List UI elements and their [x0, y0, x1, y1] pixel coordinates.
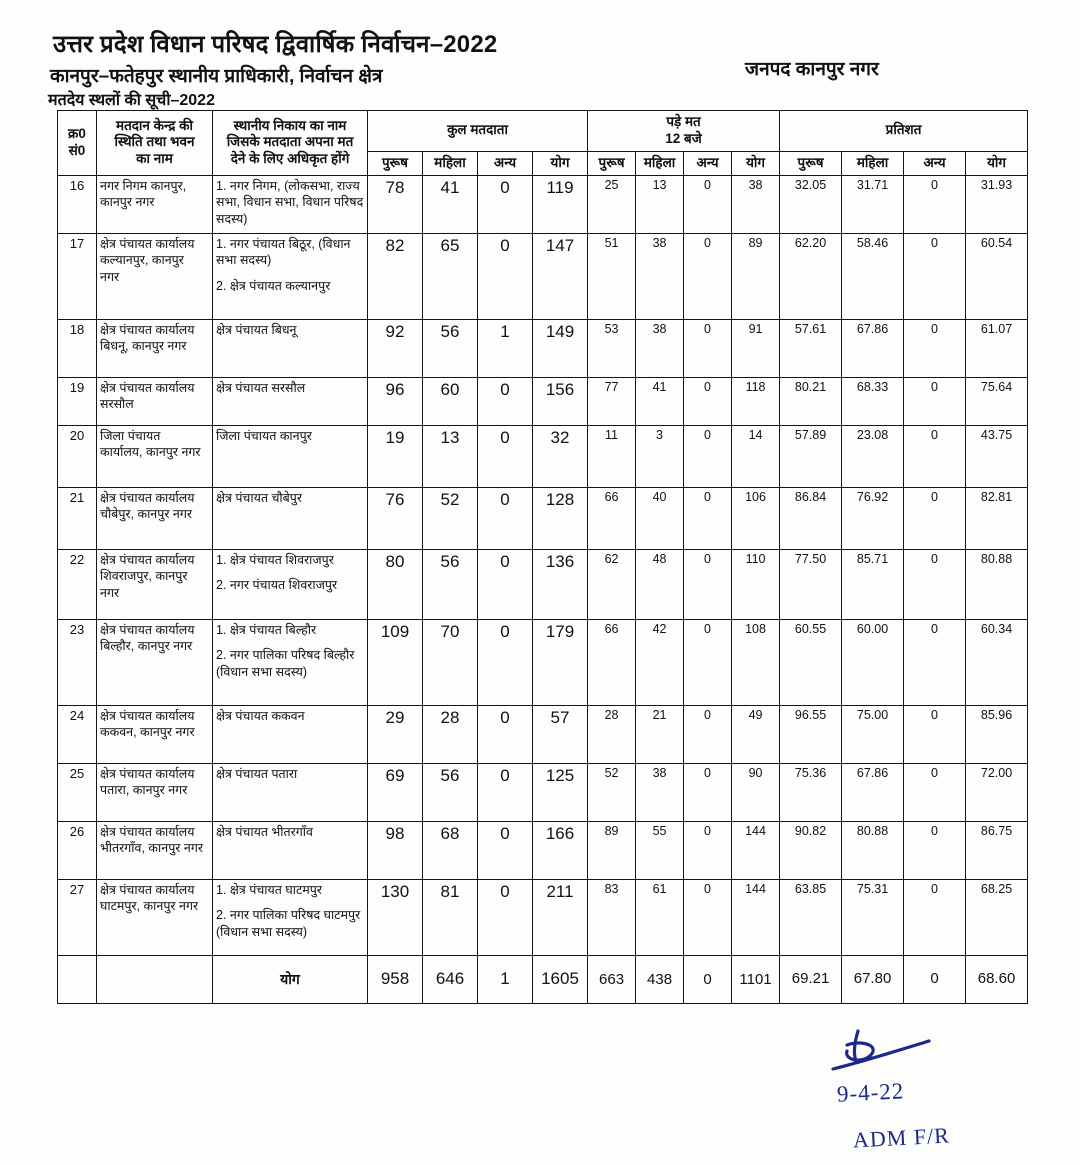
cell-total-other: 0 — [478, 175, 533, 233]
cell-total-female: 52 — [423, 487, 478, 549]
text-line: भीतरगाँव, कानपुर नगर — [100, 841, 203, 856]
cell-place — [97, 319, 213, 377]
cell-pct-male: 57.89 — [780, 425, 842, 487]
cell-cast-sum: 49 — [732, 705, 780, 763]
cell-cast-sum: 90 — [732, 763, 780, 821]
text-line: 1. क्षेत्र पंचायत घाटमपुर — [216, 882, 322, 897]
col-header-place-line2: स्थिति तथा भवन — [114, 134, 195, 150]
cell-local-body — [213, 619, 368, 705]
cell-cast-male: 25 — [588, 175, 636, 233]
text-gap — [216, 568, 364, 577]
cell-pct-sum: 75.64 — [966, 377, 1028, 425]
text-line: चौबेपुर, कानपुर नगर — [100, 507, 193, 522]
cell-sno: 25 — [58, 763, 97, 821]
text-line: क्षेत्र पंचायत कार्यालय — [100, 882, 195, 897]
col-header-sno — [58, 111, 97, 176]
cell-cast-other: 0 — [684, 705, 732, 763]
cell-cast-female: 38 — [636, 763, 684, 821]
text-line: 1. क्षेत्र पंचायत शिवराजपुर — [216, 552, 334, 567]
col-header-cast-line1: पड़े मत — [666, 114, 701, 129]
cell-grandtotal-cast-sum: 1101 — [732, 955, 780, 1003]
polling-station-table — [57, 110, 1028, 1004]
text-line: कल्यानपुर, कानपुर — [100, 253, 184, 268]
cell-total-sum: 149 — [533, 319, 588, 377]
cell-pct-sum: 82.81 — [966, 487, 1028, 549]
cell-pct-sum: 60.34 — [966, 619, 1028, 705]
col-header-total-female: महिला — [423, 151, 478, 175]
text-line: क्षेत्र पंचायत कार्यालय — [100, 552, 195, 567]
cell-cast-other: 0 — [684, 821, 732, 879]
cell-place — [97, 377, 213, 425]
table-body — [58, 175, 1028, 1003]
cell-total-male: 19 — [368, 425, 423, 487]
cell-total-sum: 119 — [533, 175, 588, 233]
cell-cast-sum: 144 — [732, 879, 780, 955]
cell-sno: 19 — [58, 377, 97, 425]
cell-place — [97, 619, 213, 705]
text-line: कानपुर नगर — [100, 195, 155, 210]
cell-cast-other: 0 — [684, 619, 732, 705]
text-line: क्षेत्र पंचायत कार्यालय — [100, 490, 195, 505]
cell-sno: 16 — [58, 175, 97, 233]
cell-cast-other: 0 — [684, 763, 732, 821]
cell-pct-female: 85.71 — [842, 549, 904, 619]
text-line: 2. क्षेत्र पंचायत कल्यानपुर — [216, 278, 331, 293]
col-header-body-line3: देने के लिए अधिकृत होंगे — [230, 151, 350, 167]
col-header-total-other: अन्य — [478, 151, 533, 175]
table-row — [58, 821, 1028, 879]
cell-cast-other: 0 — [684, 879, 732, 955]
cell-pct-male: 90.82 — [780, 821, 842, 879]
cell-cast-other: 0 — [684, 425, 732, 487]
text-gap — [216, 269, 364, 278]
cell-total-sno — [58, 955, 97, 1003]
text-line: क्षेत्र पंचायत पतारा — [216, 766, 298, 781]
col-header-place — [97, 111, 213, 176]
text-line: क्षेत्र पंचायत कार्यालय — [100, 766, 195, 781]
cell-pct-other: 0 — [904, 619, 966, 705]
cell-total-female: 28 — [423, 705, 478, 763]
col-header-pct-other: अन्य — [904, 151, 966, 175]
cell-place — [97, 233, 213, 319]
cell-pct-other: 0 — [904, 425, 966, 487]
col-header-place-line3: का नाम — [136, 151, 173, 167]
cell-local-body — [213, 233, 368, 319]
cell-total-female: 56 — [423, 549, 478, 619]
cell-sno: 20 — [58, 425, 97, 487]
cell-total-sum: 166 — [533, 821, 588, 879]
text-line: क्षेत्र पंचायत कार्यालय — [100, 824, 195, 839]
col-header-place-line1: मतदान केन्द्र की — [116, 117, 193, 133]
cell-pct-female: 60.00 — [842, 619, 904, 705]
cell-pct-female: 75.00 — [842, 705, 904, 763]
cell-total-female: 13 — [423, 425, 478, 487]
table-row — [58, 549, 1028, 619]
text-line: 1. नगर निगम, (लोकसभा, राज्य — [216, 178, 360, 193]
cell-total-male: 92 — [368, 319, 423, 377]
cell-cast-sum: 14 — [732, 425, 780, 487]
cell-pct-sum: 85.96 — [966, 705, 1028, 763]
cell-place — [97, 879, 213, 955]
cell-sno: 24 — [58, 705, 97, 763]
cell-cast-sum: 106 — [732, 487, 780, 549]
cell-grandtotal-voters-sum: 1605 — [533, 955, 588, 1003]
cell-total-other: 0 — [478, 763, 533, 821]
table-row — [58, 377, 1028, 425]
total-label: योग — [213, 955, 368, 1003]
text-line: सरसौल — [100, 397, 134, 412]
signature-date: 9-4-22 — [836, 1078, 905, 1107]
table-row — [58, 319, 1028, 377]
cell-pct-other: 0 — [904, 175, 966, 233]
cell-total-sum: 125 — [533, 763, 588, 821]
cell-pct-sum: 43.75 — [966, 425, 1028, 487]
col-header-local-body — [213, 111, 368, 176]
text-line: क्षेत्र पंचायत कार्यालय — [100, 380, 195, 395]
cell-pct-male: 96.55 — [780, 705, 842, 763]
text-line: 2. नगर पालिका परिषद घाटमपुर — [216, 908, 361, 923]
cell-cast-female: 38 — [636, 319, 684, 377]
text-line: घाटमपुर, कानपुर नगर — [100, 899, 199, 914]
col-header-pct-sum: योग — [966, 151, 1028, 175]
list-subtitle: मतदेय स्थलों की सूची–2022 — [48, 92, 215, 109]
cell-grandtotal-pct-other: 0 — [904, 955, 966, 1003]
cell-local-body — [213, 487, 368, 549]
text-line: जिला पंचायत — [100, 428, 161, 443]
col-header-sno-line2: सं0 — [68, 142, 86, 158]
text-line: क्षेत्र पंचायत कार्यालय — [100, 622, 195, 637]
text-line: 1. नगर पंचायत बिठूर, (विधान — [216, 236, 351, 251]
col-header-pct-female: महिला — [842, 151, 904, 175]
cell-total-other: 1 — [478, 319, 533, 377]
cell-total-male: 109 — [368, 619, 423, 705]
cell-grandtotal-pct-female: 67.80 — [842, 955, 904, 1003]
cell-total-other: 0 — [478, 821, 533, 879]
cell-total-sum: 57 — [533, 705, 588, 763]
cell-sno: 21 — [58, 487, 97, 549]
page-title: उत्तर प्रदेश विधान परिषद द्विवार्षिक निर्वाचन–2022 — [53, 31, 498, 58]
cell-pct-male: 80.21 — [780, 377, 842, 425]
cell-total-male: 78 — [368, 175, 423, 233]
table-head — [58, 111, 1028, 176]
cell-pct-sum: 31.93 — [966, 175, 1028, 233]
col-header-total-sum: योग — [533, 151, 588, 175]
cell-cast-male: 28 — [588, 705, 636, 763]
cell-pct-female: 31.71 — [842, 175, 904, 233]
cell-pct-male: 62.20 — [780, 233, 842, 319]
cell-local-body — [213, 705, 368, 763]
text-line: शिवराजपुर, कानपुर — [100, 569, 188, 584]
cell-pct-male: 57.61 — [780, 319, 842, 377]
cell-pct-sum: 80.88 — [966, 549, 1028, 619]
cell-cast-other: 0 — [684, 487, 732, 549]
cell-total-male: 130 — [368, 879, 423, 955]
col-header-group-total-voters: कुल मतदाता — [368, 111, 588, 152]
cell-local-body — [213, 377, 368, 425]
cell-total-male: 76 — [368, 487, 423, 549]
cell-total-male: 82 — [368, 233, 423, 319]
text-line: सभा, विधान सभा, विधान परिषद — [216, 195, 364, 210]
text-line: सदस्य) — [216, 211, 248, 226]
cell-pct-female: 80.88 — [842, 821, 904, 879]
text-line: क्षेत्र पंचायत सरसौल — [216, 380, 306, 395]
cell-pct-sum: 61.07 — [966, 319, 1028, 377]
cell-pct-male: 63.85 — [780, 879, 842, 955]
cell-total-other: 0 — [478, 425, 533, 487]
col-header-group-percent: प्रतिशत — [780, 111, 1028, 152]
cell-total-other: 0 — [478, 705, 533, 763]
cell-total-sum: 156 — [533, 377, 588, 425]
text-line: 2. नगर पालिका परिषद बिल्हौर — [216, 648, 355, 663]
cell-pct-female: 76.92 — [842, 487, 904, 549]
cell-place — [97, 175, 213, 233]
cell-total-female: 70 — [423, 619, 478, 705]
cell-total-sum: 147 — [533, 233, 588, 319]
cell-pct-other: 0 — [904, 233, 966, 319]
table-row — [58, 233, 1028, 319]
cell-cast-male: 52 — [588, 763, 636, 821]
cell-pct-other: 0 — [904, 705, 966, 763]
cell-sno: 18 — [58, 319, 97, 377]
cell-pct-female: 58.46 — [842, 233, 904, 319]
cell-cast-sum: 118 — [732, 377, 780, 425]
text-line: नगर — [100, 269, 120, 284]
cell-total-sum: 136 — [533, 549, 588, 619]
col-header-body-line2: जिसके मतदाता अपना मत — [226, 134, 354, 150]
cell-cast-sum: 91 — [732, 319, 780, 377]
cell-total-male: 80 — [368, 549, 423, 619]
cell-cast-male: 77 — [588, 377, 636, 425]
text-line: बिधनू, कानपुर नगर — [100, 339, 187, 354]
cell-total-other: 0 — [478, 619, 533, 705]
cell-cast-male: 83 — [588, 879, 636, 955]
cell-pct-male: 32.05 — [780, 175, 842, 233]
col-header-cast-line2: 12 बजे — [665, 130, 702, 146]
cell-place — [97, 425, 213, 487]
table-row — [58, 705, 1028, 763]
text-line: क्षेत्र पंचायत बिधनू — [216, 322, 297, 337]
cell-pct-other: 0 — [904, 377, 966, 425]
text-line: क्षेत्र पंचायत ककवन — [216, 708, 305, 723]
cell-pct-female: 67.86 — [842, 319, 904, 377]
cell-pct-female: 75.31 — [842, 879, 904, 955]
text-line: 1. क्षेत्र पंचायत बिल्हौर — [216, 622, 317, 637]
cell-cast-sum: 38 — [732, 175, 780, 233]
cell-local-body — [213, 879, 368, 955]
cell-sno: 22 — [58, 549, 97, 619]
cell-pct-sum: 68.25 — [966, 879, 1028, 955]
col-header-cast-other: अन्य — [684, 151, 732, 175]
text-line: क्षेत्र पंचायत कार्यालय — [100, 236, 195, 251]
cell-pct-female: 67.86 — [842, 763, 904, 821]
cell-place — [97, 763, 213, 821]
text-line: कार्यालय, कानपुर नगर — [100, 445, 201, 460]
table-total-row — [58, 955, 1028, 1003]
cell-pct-other: 0 — [904, 319, 966, 377]
cell-sno: 23 — [58, 619, 97, 705]
table-row — [58, 619, 1028, 705]
table-row — [58, 763, 1028, 821]
cell-cast-female: 3 — [636, 425, 684, 487]
cell-pct-other: 0 — [904, 549, 966, 619]
cell-place — [97, 549, 213, 619]
cell-pct-female: 68.33 — [842, 377, 904, 425]
cell-pct-sum: 60.54 — [966, 233, 1028, 319]
cell-grandtotal-cast-male: 663 — [588, 955, 636, 1003]
cell-pct-female: 23.08 — [842, 425, 904, 487]
cell-cast-male: 53 — [588, 319, 636, 377]
text-line: क्षेत्र पंचायत भीतरगाँव — [216, 824, 313, 839]
cell-pct-male: 77.50 — [780, 549, 842, 619]
cell-cast-other: 0 — [684, 549, 732, 619]
cell-total-other: 0 — [478, 377, 533, 425]
col-header-group-votes-cast — [588, 111, 780, 152]
cell-grandtotal-voters-other: 1 — [478, 955, 533, 1003]
cell-grandtotal-voters-female: 646 — [423, 955, 478, 1003]
cell-cast-female: 41 — [636, 377, 684, 425]
constituency-subtitle: कानपुर–फतेहपुर स्थानीय प्राधिकारी, निर्वाचन क्षेत्र — [50, 66, 383, 87]
cell-pct-sum: 86.75 — [966, 821, 1028, 879]
district-label: जनपद कानपुर नगर — [745, 59, 879, 80]
cell-place — [97, 821, 213, 879]
cell-total-female: 65 — [423, 233, 478, 319]
cell-pct-male: 60.55 — [780, 619, 842, 705]
cell-total-sum: 128 — [533, 487, 588, 549]
cell-grandtotal-cast-other: 0 — [684, 955, 732, 1003]
text-line: सभा सदस्य) — [216, 253, 272, 268]
cell-cast-female: 13 — [636, 175, 684, 233]
cell-total-female: 56 — [423, 319, 478, 377]
cell-cast-other: 0 — [684, 377, 732, 425]
text-line: (विधान सभा सदस्य) — [216, 664, 307, 679]
cell-total-male: 96 — [368, 377, 423, 425]
polling-station-table-wrap — [57, 110, 1025, 1004]
cell-total-sum: 211 — [533, 879, 588, 955]
cell-grandtotal-cast-female: 438 — [636, 955, 684, 1003]
cell-sno: 26 — [58, 821, 97, 879]
cell-cast-male: 66 — [588, 619, 636, 705]
cell-total-male: 29 — [368, 705, 423, 763]
table-row — [58, 879, 1028, 955]
cell-pct-sum: 72.00 — [966, 763, 1028, 821]
cell-local-body — [213, 821, 368, 879]
cell-local-body — [213, 763, 368, 821]
col-header-body-line1: स्थानीय निकाय का नाम — [233, 117, 347, 133]
cell-cast-male: 51 — [588, 233, 636, 319]
text-gap — [216, 898, 364, 907]
signature-block — [825, 1025, 1065, 1160]
cell-local-body — [213, 175, 368, 233]
cell-cast-other: 0 — [684, 233, 732, 319]
cell-total-female: 81 — [423, 879, 478, 955]
signature-role: ADM F/R — [852, 1122, 951, 1153]
text-line: (विधान सभा सदस्य) — [216, 924, 307, 939]
text-line: 2. नगर पंचायत शिवराजपुर — [216, 578, 338, 593]
cell-cast-male: 62 — [588, 549, 636, 619]
cell-total-other: 0 — [478, 233, 533, 319]
cell-cast-female: 48 — [636, 549, 684, 619]
cell-cast-sum: 110 — [732, 549, 780, 619]
col-header-sno-line1: क्र0 — [68, 125, 86, 141]
cell-cast-sum: 108 — [732, 619, 780, 705]
col-header-cast-male: पुरूष — [588, 151, 636, 175]
cell-pct-other: 0 — [904, 879, 966, 955]
cell-total-male: 98 — [368, 821, 423, 879]
cell-total-other: 0 — [478, 879, 533, 955]
cell-cast-female: 38 — [636, 233, 684, 319]
col-header-cast-female: महिला — [636, 151, 684, 175]
cell-total-female: 41 — [423, 175, 478, 233]
cell-local-body — [213, 425, 368, 487]
cell-total-sum: 179 — [533, 619, 588, 705]
table-row — [58, 487, 1028, 549]
cell-place — [97, 487, 213, 549]
cell-cast-other: 0 — [684, 319, 732, 377]
text-line: नगर निगम कानपुर, — [100, 178, 187, 193]
cell-cast-female: 61 — [636, 879, 684, 955]
cell-sno: 27 — [58, 879, 97, 955]
handwritten-signature-icon — [825, 1025, 1065, 1085]
cell-grandtotal-pct-sum: 68.60 — [966, 955, 1028, 1003]
cell-pct-other: 0 — [904, 821, 966, 879]
cell-cast-female: 55 — [636, 821, 684, 879]
cell-local-body — [213, 549, 368, 619]
table-row — [58, 425, 1028, 487]
cell-pct-male: 75.36 — [780, 763, 842, 821]
cell-cast-sum: 89 — [732, 233, 780, 319]
text-line: क्षेत्र पंचायत कार्यालय — [100, 708, 195, 723]
cell-cast-male: 66 — [588, 487, 636, 549]
cell-total-place — [97, 955, 213, 1003]
cell-cast-female: 21 — [636, 705, 684, 763]
cell-local-body — [213, 319, 368, 377]
cell-place — [97, 705, 213, 763]
cell-cast-female: 42 — [636, 619, 684, 705]
cell-pct-male: 86.84 — [780, 487, 842, 549]
text-gap — [216, 638, 364, 647]
cell-total-other: 0 — [478, 549, 533, 619]
cell-cast-male: 89 — [588, 821, 636, 879]
text-line: बिल्हौर, कानपुर नगर — [100, 639, 193, 654]
text-line: जिला पंचायत कानपुर — [216, 428, 312, 443]
cell-sno: 17 — [58, 233, 97, 319]
cell-pct-other: 0 — [904, 763, 966, 821]
text-line: पतारा, कानपुर नगर — [100, 783, 188, 798]
text-line: क्षेत्र पंचायत कार्यालय — [100, 322, 195, 337]
text-line: ककवन, कानपुर नगर — [100, 725, 195, 740]
cell-total-male: 69 — [368, 763, 423, 821]
cell-total-female: 56 — [423, 763, 478, 821]
text-line: क्षेत्र पंचायत चौबेपुर — [216, 490, 302, 505]
cell-pct-other: 0 — [904, 487, 966, 549]
col-header-pct-male: पुरूष — [780, 151, 842, 175]
cell-total-sum: 32 — [533, 425, 588, 487]
cell-grandtotal-pct-male: 69.21 — [780, 955, 842, 1003]
cell-total-female: 60 — [423, 377, 478, 425]
cell-total-other: 0 — [478, 487, 533, 549]
cell-cast-other: 0 — [684, 175, 732, 233]
table-row — [58, 175, 1028, 233]
col-header-total-male: पुरूष — [368, 151, 423, 175]
col-header-cast-sum: योग — [732, 151, 780, 175]
cell-cast-male: 11 — [588, 425, 636, 487]
cell-cast-female: 40 — [636, 487, 684, 549]
text-line: नगर — [100, 585, 120, 600]
cell-grandtotal-voters-male: 958 — [368, 955, 423, 1003]
cell-cast-sum: 144 — [732, 821, 780, 879]
cell-total-female: 68 — [423, 821, 478, 879]
